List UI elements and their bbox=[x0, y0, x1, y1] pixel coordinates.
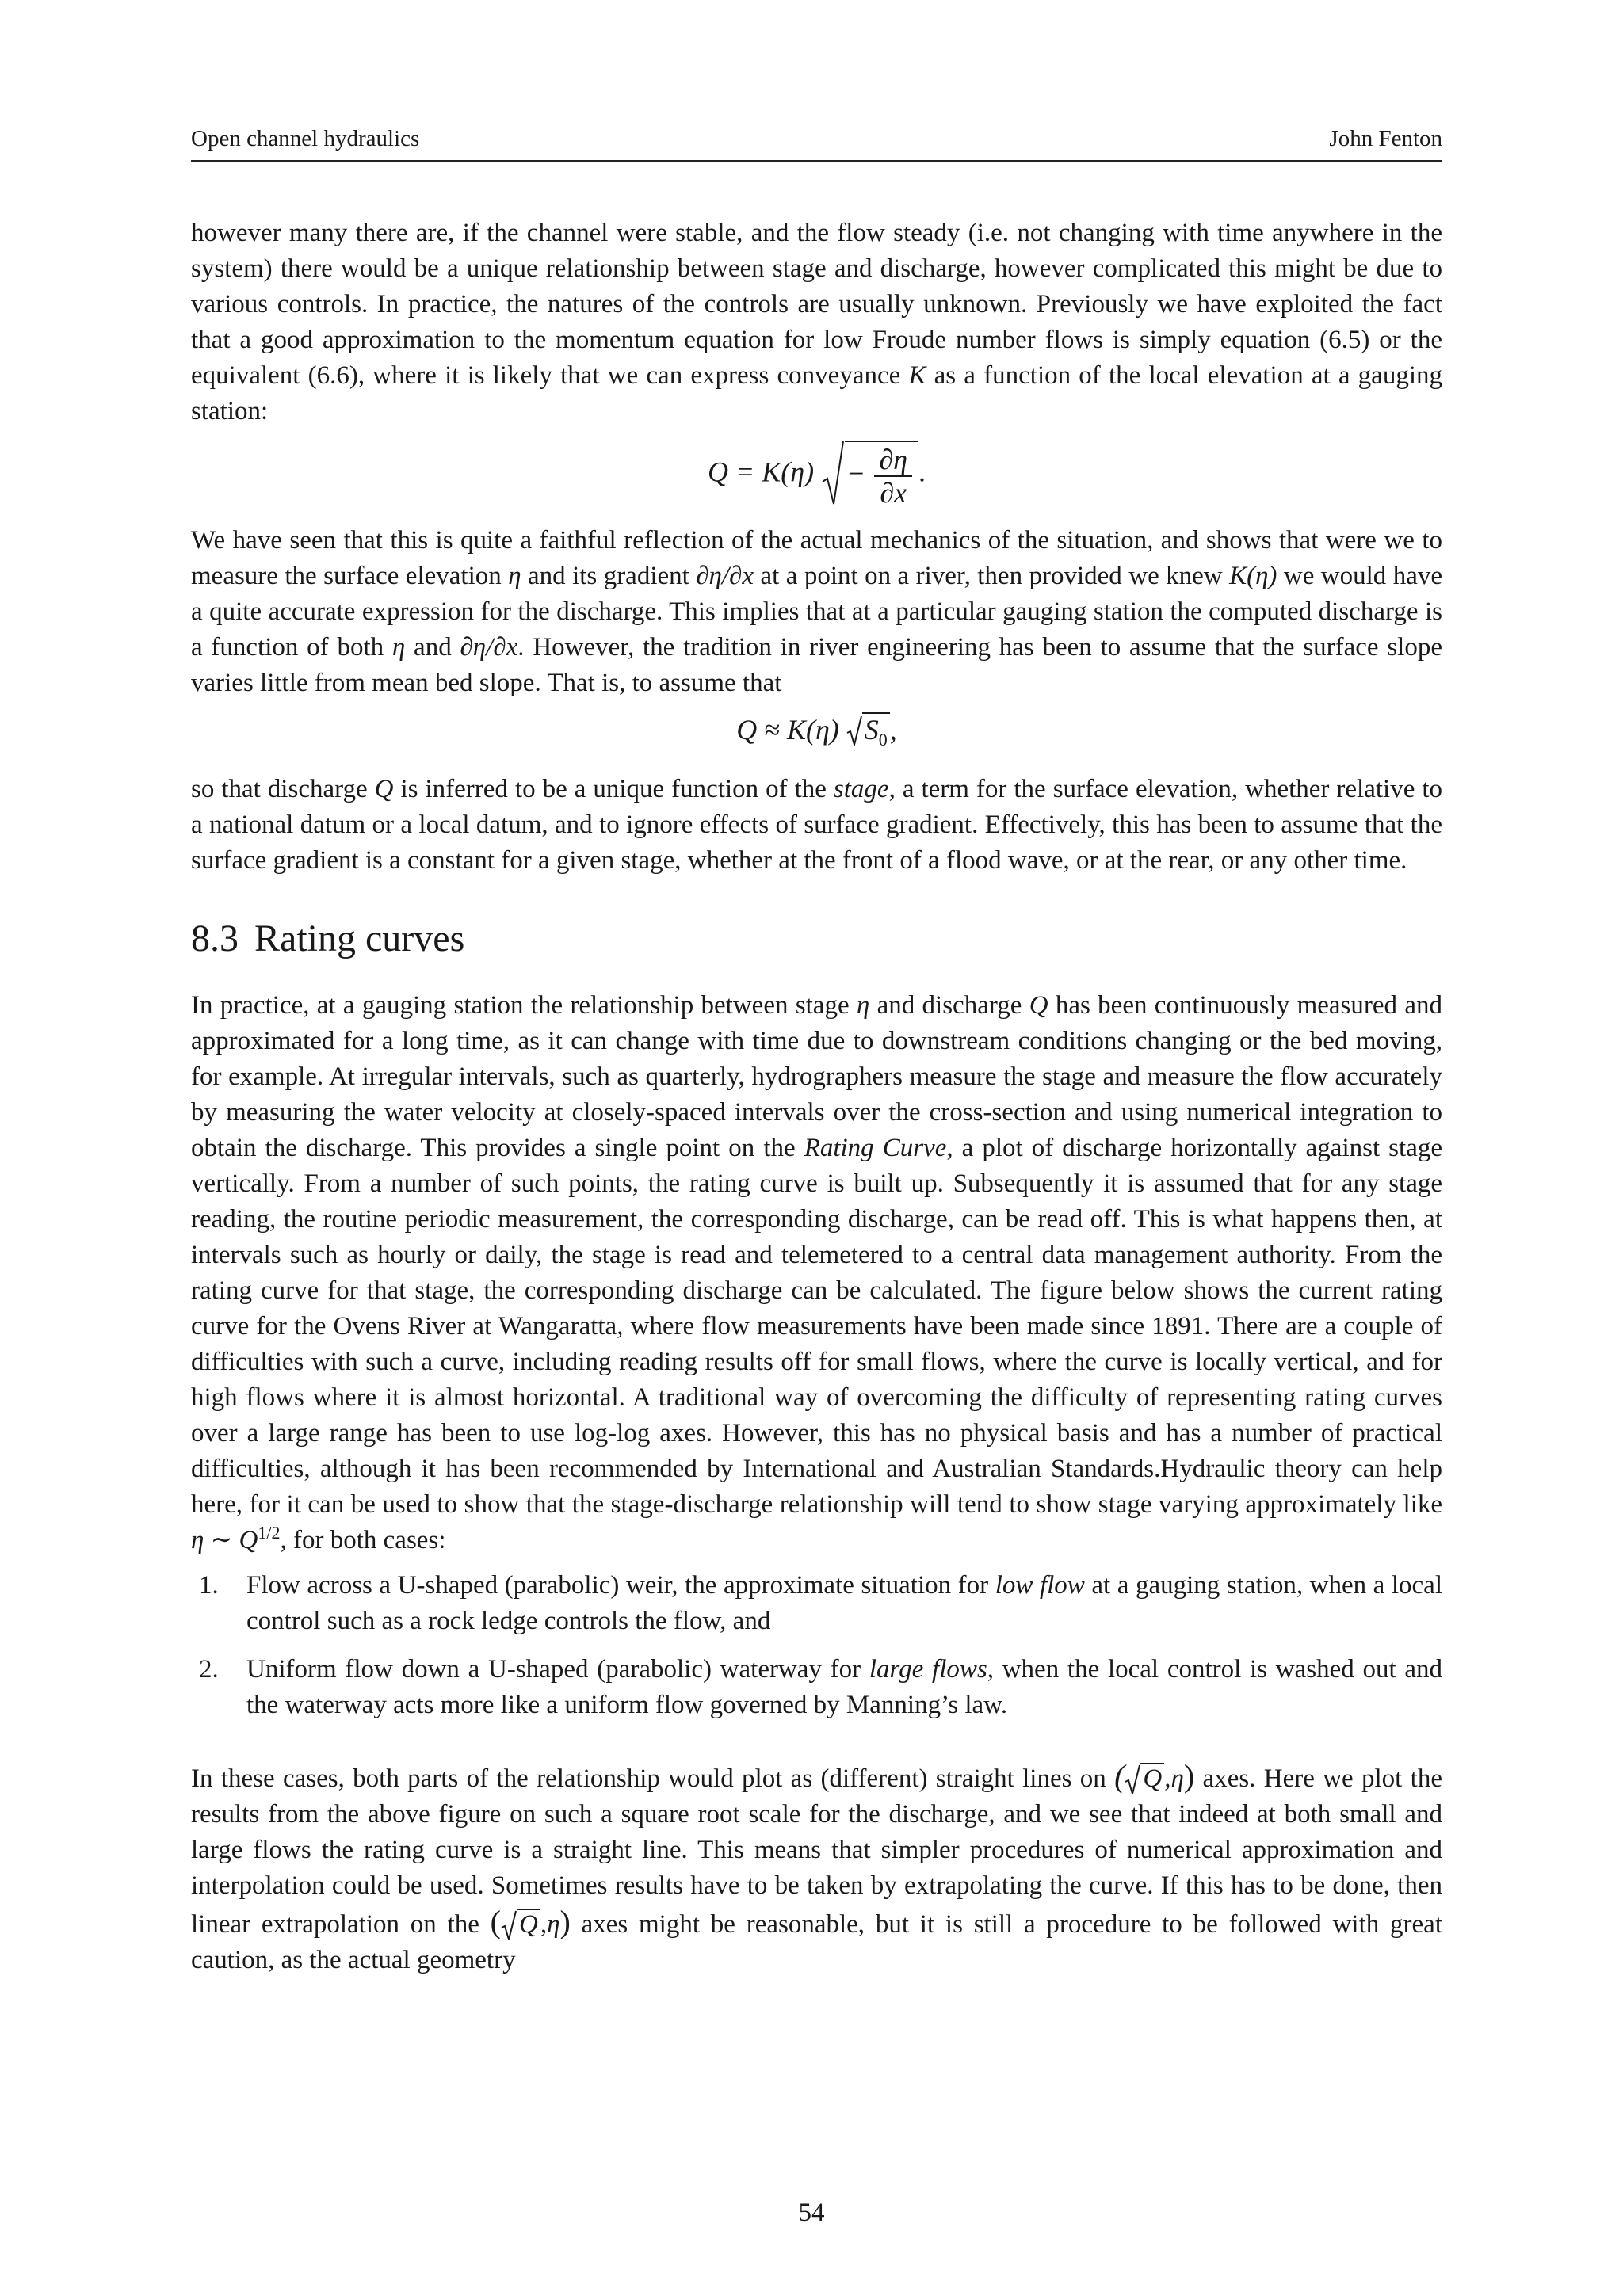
equation-conveyance: Q = K(η) − $\frac{\partial\eta}{\partial x}$ . bbox=[191, 441, 1442, 509]
page-body bbox=[191, 215, 1442, 1978]
paragraph-2: We have seen that this is quite a faithful reflection of the actual mechanics of the situation, and shows that were we to measure the surface elevation η and its gradient ∂η/∂x at a point on a river, then provided we knew K(η) we would have a quite accurate expression for the discharge. This implies that at a particular gauging station the computed discharge is a function of both η and ∂η/∂x. However, the tradition in river engineering has been to assume that the surface slope varies little from mean bed slope. That is, to assume that bbox=[191, 526, 1443, 697]
sqrt-symbol-q: Q bbox=[501, 1907, 540, 1943]
sqrt-symbol-q: Q bbox=[1125, 1761, 1164, 1797]
list-item: 2. Uniform flow down a U-shaped (parabolic) waterway for large flows, when the local control is washed out and the waterway acts more like a uniform flow governed by Manning’s law. bbox=[199, 1655, 1442, 1720]
axes-notation: ( bbox=[1114, 1758, 1125, 1794]
sqrt-symbol-s0: $S_0$ bbox=[846, 712, 890, 757]
list-item: 1. Flow across a U-shaped (parabolic) weir, the approximate situation for low flow at a gauging station, when a local control such as a rock ledge controls the flow, and bbox=[199, 1571, 1442, 1636]
radical-icon bbox=[501, 1910, 517, 1940]
radical-icon bbox=[1125, 1764, 1140, 1794]
sqrt-symbol: − $\frac{\partial\eta}{\partial x}$ bbox=[821, 441, 918, 509]
fraction: $\frac{\partial\eta}{\partial x}$ bbox=[874, 444, 912, 509]
radical-icon bbox=[821, 441, 845, 507]
var-K: K bbox=[908, 361, 926, 390]
numbered-list bbox=[191, 1568, 1442, 1723]
page-number: 54 bbox=[798, 2199, 825, 2227]
header-author: John Fenton bbox=[1329, 126, 1442, 151]
header-title: Open channel hydraulics bbox=[191, 126, 420, 151]
running-header bbox=[191, 125, 1442, 162]
section-heading: 8.3 Rating curves bbox=[191, 917, 465, 960]
paragraph-1: however many there are, if the channel were stable, and the flow steady (i.e. not changing with time anywhere in the system) there would be a unique relationship between stage and discharge, however complicated this might be due to various controls. In practice, the natures of the controls are usually unknown. Previously we have exploited the fact that a good approximation to the momentum equation for low Froude number flows is simply equation (6.5) or the equivalent (6.6), where it is likely that we can express conveyance K as a function of the local elevation at a gauging station: bbox=[191, 219, 1443, 425]
equation-uniform-slope: Q ≈ K(η) $S_0$, bbox=[191, 712, 1442, 757]
paragraph-5: In these cases, both parts of the relationship would plot as (different) straight lines on ( Q,η) axes. Here we plot the results from the above figure on such a square root scale for the discharge, and we see that indeed at both small and large flows the rating curve is a straight line. This means that simpler procedures of numerical approximation and interpolation could be used. Sometimes results have to be taken by extrapolating the curve. If this has to be done, then linear extrapolation on the ( Q,η) axes might be reasonable, but it is still a procedure to be followed with great caution, as the actual geometry bbox=[191, 1758, 1442, 1975]
paragraph-3: so that discharge Q is inferred to be a unique function of the stage, a term for the surface elevation, whether relative to a national datum or a local datum, and to ignore effects of surface gradient. Effectively, this has been to assume that the surface gradient is a constant for a given stage, whether at the front of a flood wave, or at the rear, or any other time. bbox=[191, 775, 1443, 875]
radical-icon bbox=[846, 715, 862, 746]
paragraph-4: In practice, at a gauging station the relationship between stage η and discharge Q has been continuously measured and approximated for a long time, as it can change with time due to downstream conditions changing or the bed moving, for example. At irregular intervals, such as quarterly, hydrographers measure the stage and measure the flow accurately by measuring the water velocity at closely-spaced intervals over the cross-section and using numerical integration to obtain the discharge. This provides a single point on the Rating Curve, a plot of discharge horizontally against stage vertically. From a number of such points, the rating curve is built up. Subsequently it is assumed that for any stage reading, the routine periodic measurement, the corresponding discharge, can be read off. This is what happens then, at intervals such as hourly or daily, the stage is read and telemetered to a central data management authority. From the rating curve for that stage, the corresponding discharge can be calculated. The figure below shows the current rating curve for the Ovens River at Wangaratta, where flow measurements have been made since 1891. There are a couple of difficulties with such a curve, including reading results off for small flows, where the curve is locally vertical, and for high flows where it is almost horizontal. A traditional way of overcoming the difficulty of representing rating curves over a large range has been to use log-log axes. However, this has no physical basis and has a number of practical difficulties, although it has been recommended by International and Australian Standards.Hydraulic theory can help here, for it can be used to show that the stage-discharge relationship will tend to show stage varying approximately like η ∼ $Q^{1/2}$, for both cases: bbox=[191, 991, 1442, 1555]
